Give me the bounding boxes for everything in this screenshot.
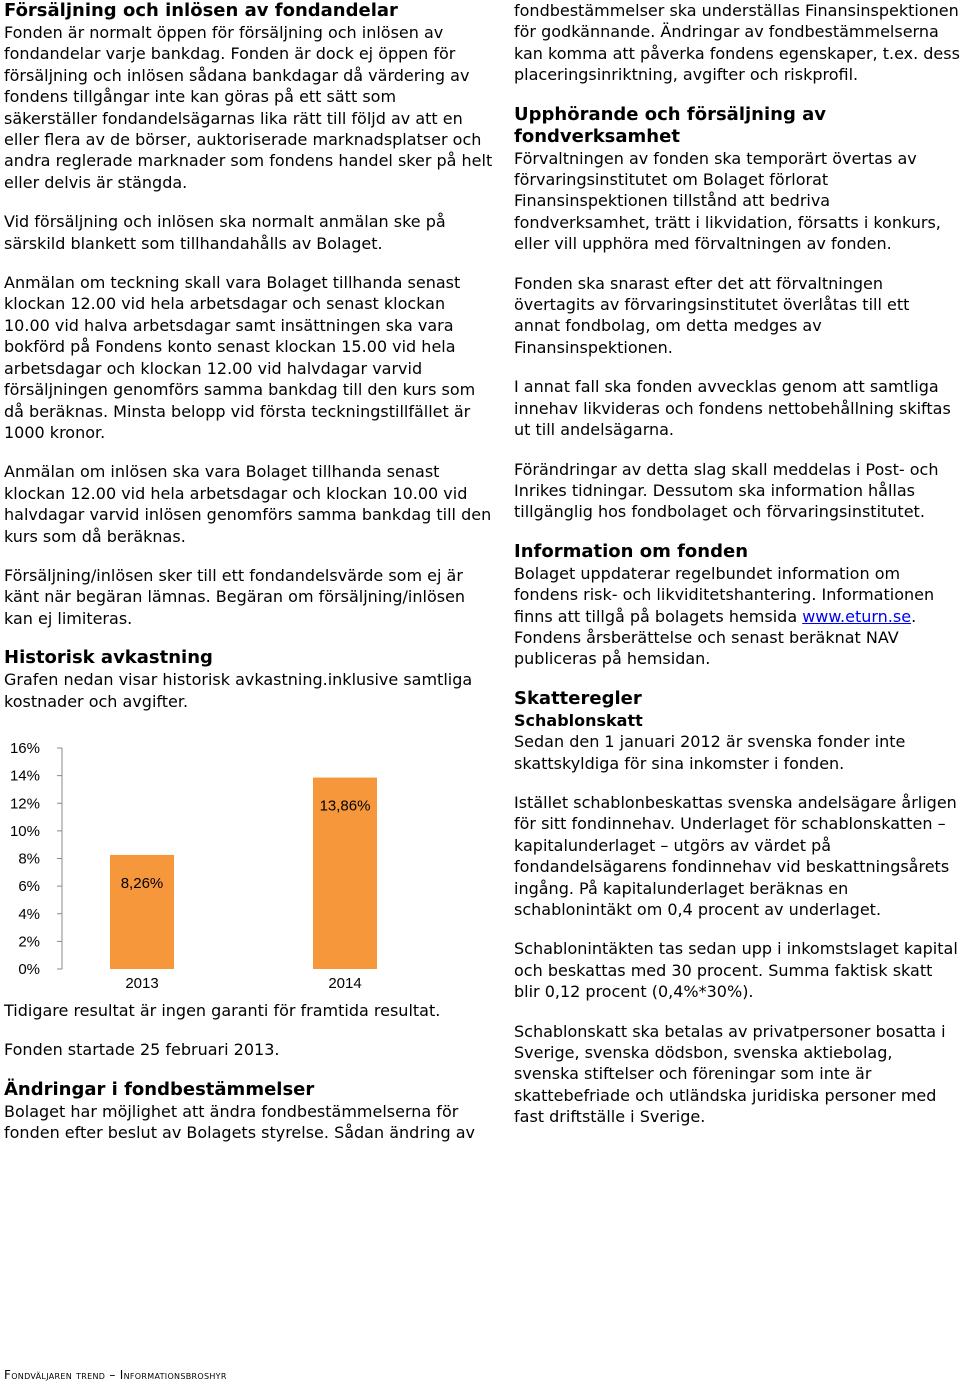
paragraph-anmalan-blankett: Vid försäljning och inlösen ska normalt anmälan ske på särskild blankett som tillhandahålls av Bolaget.	[4, 212, 446, 253]
heading-skatteregler: Skatteregler	[514, 687, 642, 709]
chart-y-tick-label: 8%	[18, 850, 40, 868]
chart-y-tick-label: 10%	[9, 822, 40, 840]
paragraph-fondbestammelser: fondbestämmelser ska underställas Finansinspektionen för godkännande. Ändringar av fondbestämmelserna kan komma att påverka fondens egenskaper, t.ex. dess placeringsinriktning, avgifter och riskprofil.	[514, 1, 960, 85]
heading-andringar: Ändringar i fondbestämmelser	[4, 1078, 315, 1100]
paragraph-andring-bolaget: Bolaget har möjlighet att ändra fondbestämmelserna för fonden efter beslut av Bolagets styrelse. Sådan ändring av	[4, 1101, 475, 1143]
chart-bar-2013	[110, 855, 174, 969]
paragraph-teckning: Anmälan om teckning skall vara Bolaget tillhanda senast klockan 12.00 vid hela arbetsdagar och senast klockan 10.00 vid halva arbetsdagar samt insättningen ska vara bokförd på Fondens konto senast klockan 15.00 vid hela arbetsdagar och klockan 12.00 vid halvdagar varvid försäljningen genomförs samma bankdag till den kurs som då beräknas. Minsta belopp vid första teckningstillfället är 1000 kronor.	[4, 273, 476, 442]
chart-y-tick-label: 6%	[18, 878, 40, 896]
paragraph-schablonbeskattas: Istället schablonbeskattas svenska andelsägare årligen för sitt fondinnehav. Underlaget för schablonskatten – kapitalunderlaget – utgörs av värdet på fondandelsägarens fondinnehav vid beskattningsårets ingång. På kapitalunderlaget beräknas en schablonintäkt om 0,4 procent av underlaget.	[514, 792, 957, 919]
subheading-schablonskatt: Schablonskatt	[514, 710, 643, 730]
paragraph-forandringar: Förändringar av detta slag skall meddelas i Post- och Inrikes tidningar. Dessutom ska information hållas tillgänglig hos fondbolaget och förvaringsinstitutet.	[514, 459, 939, 522]
chart-y-tick-label: 2%	[18, 933, 40, 951]
paragraph-garanti: Tidigare resultat är ingen garanti för framtida resultat.	[4, 1000, 441, 1020]
paragraph-betalas-av: Schablonskatt ska betalas av privatpersoner bosatta i Sverige, svenska dödsbon, svenska aktiebolag, svenska stiftelser och föreningar som inte är skattebefriade och utländska juridiska personer med fast driftställe i Sverige.	[514, 1021, 946, 1127]
right-column	[514, 0, 960, 1128]
chart-x-tick-label: 2014	[328, 974, 362, 992]
chart-x-tick-label: 2013	[125, 974, 159, 992]
paragraph-schablonintakt: Schablonintäkten tas sedan upp i inkomstslaget kapital och beskattas med 30 procent. Summa faktisk skatt blir 0,12 procent (0,4%*30%).	[514, 939, 958, 1002]
chart-data-label-2014: 13,86%	[319, 797, 371, 815]
paragraph-forvaltning: Förvaltningen av fonden ska temporärt övertas av förvaringsinstitutet om Bolaget förlorat Finansinspektionen tillstånd att bedriva fondverksamhet, trätt i likvidation, försatts i konkurs, eller vill upphöra med förvaltningen av fonden.	[514, 148, 941, 254]
paragraph-information	[514, 563, 960, 670]
chart-y-tick-label: 14%	[9, 767, 40, 785]
paragraph-overlatas: Fonden ska snarast efter det att förvaltningen övertagits av förvaringsinstitutet överlåtas till ett annat fondbolag, om detta medges av Finansinspektionen.	[514, 273, 910, 357]
footer: Fondväljaren trend – Informationsbroshyr	[4, 1368, 227, 1382]
left-column	[4, 0, 494, 1144]
info-text-end: . Fondens årsberättelse och senast beräknat NAV publiceras på hemsidan.	[514, 606, 917, 669]
chart-y-tick-label: 4%	[18, 905, 40, 923]
paragraph-fondandelsvarde: Försäljning/inlösen sker till ett fondandelsvärde som ej är känt när begäran lämnas. Begäran om försäljning/inlösen kan ej limiteras.	[4, 565, 466, 628]
heading-forsaljning: Försäljning och inlösen av fondandelar	[4, 0, 398, 21]
paragraph-inlosen: Anmälan om inlösen ska vara Bolaget tillhanda senast klockan 12.00 vid hela arbetsdagar och klockan 10.00 vid halvdagar varvid inlösen genomförs samma bankdag till den kurs som då beräknas.	[4, 462, 492, 546]
chart-y-tick-label: 12%	[9, 795, 40, 813]
chart-data-label-2013: 8,26%	[120, 874, 164, 892]
paragraph-startdatum: Fonden startade 25 februari 2013.	[4, 1040, 280, 1060]
paragraph-oppettider: Fonden är normalt öppen för försäljning och inlösen av fondandelar varje bankdag. Fonden är dock ej öppen för försäljning och inlösen sådana bankdagar då värdering av fondens tillgångar inte kan göras på ett sätt som säkerställer fondandelsägarnas lika rätt till följd av att en eller flera av de börser, auktoriserade marknadsplatser och andra reglerade marknader som fondens handel sker på helt eller delvis är stängda.	[4, 23, 493, 192]
heading-upphorande: Upphörande och försäljning av fondverksamhet	[514, 103, 826, 147]
chart-y-tick-label: 0%	[18, 960, 40, 978]
chart-y-tick-label: 16%	[9, 739, 40, 757]
heading-historisk-avkastning: Historisk avkastning	[4, 647, 213, 669]
heading-information: Information om fonden	[514, 540, 749, 562]
website-link[interactable]: www.eturn.se	[802, 606, 912, 626]
return-chart	[4, 724, 424, 994]
paragraph-grafen: Grafen nedan visar historisk avkastning.inklusive samtliga kostnader och avgifter.	[4, 670, 473, 711]
info-text-start: Bolaget uppdaterar regelbundet information om fondens risk- och likviditetshantering. Informationen finns att tillgå på bolagets hemsida	[514, 563, 935, 626]
paragraph-avvecklas: I annat fall ska fonden avvecklas genom att samtliga innehav likvideras och fondens nettobehållning skiftas ut till andelsägarna.	[514, 377, 951, 440]
return-chart-svg	[4, 724, 424, 994]
paragraph-skattskyldiga: Sedan den 1 januari 2012 är svenska fonder inte skattskyldiga för sina inkomster i fonden.	[514, 732, 906, 773]
